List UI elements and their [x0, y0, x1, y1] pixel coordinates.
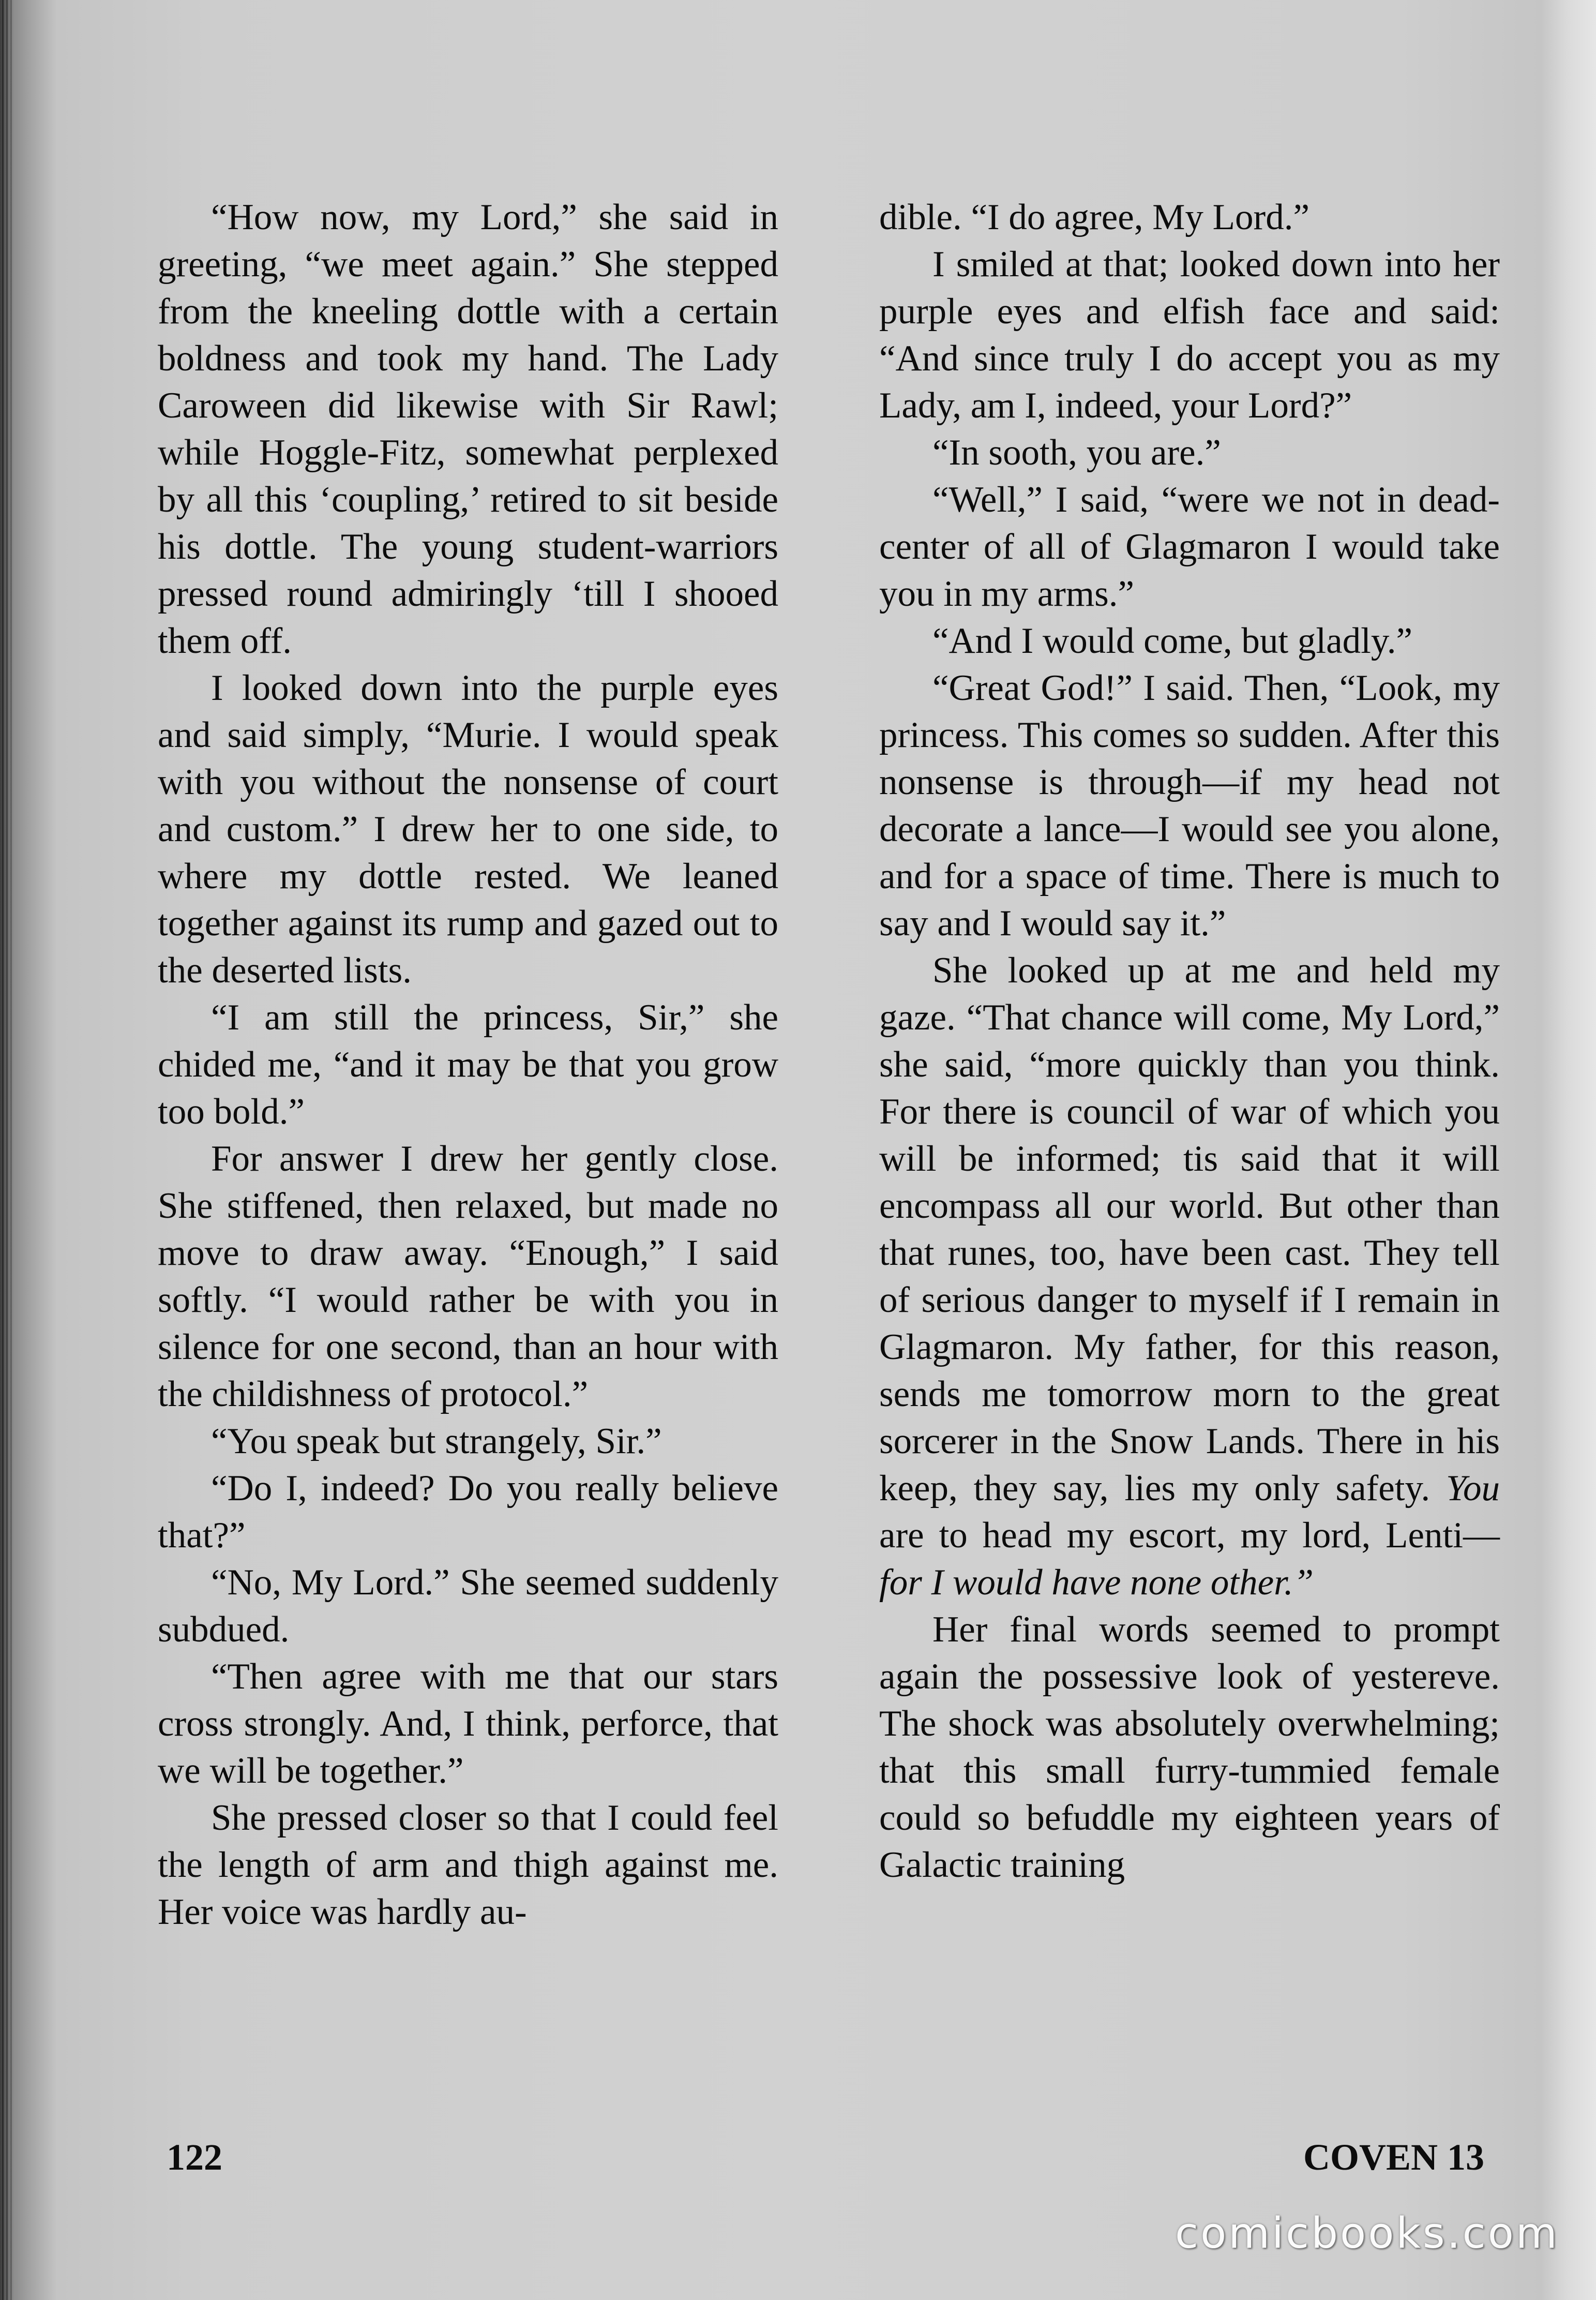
- emphasis-tail: for I would have none other.: [879, 1562, 1293, 1603]
- paragraph-body: She looked up at me and held my gaze. “That chance will come, My Lord,” she said, “more quickly than you think. For there is council of war of which you will be informed; tis said that it will encompass all our world. But other than that runes, too, have been cast. They tell of serious danger to myself if I remain in Glagmaron. My father, for this reason, sends me tomorrow morn to the great sorcerer in the Snow Lands. There in his keep, they say, lies my only safety.: [879, 950, 1500, 1509]
- binding-edge: [10, 0, 12, 2300]
- watermark: comicbooks.com: [1175, 2209, 1559, 2258]
- paragraph: “Great God!” I said. Then, “Look, my princess. This comes so sudden. After this nonsense is through—if my head not decorate a lance—I would see you alone, and for a space of time. There is much to say and I would say it.”: [879, 668, 1500, 944]
- paragraph: “Do I, indeed? Do you really believe that?”: [158, 1468, 778, 1556]
- paragraph: “You speak but strangely, Sir.”: [211, 1421, 662, 1461]
- binding-edge: [6, 0, 8, 2300]
- paragraph-continuation: dible. “I do agree, My Lord.”: [879, 197, 1309, 237]
- paragraph: For answer I drew her gently close. She stiffened, then relaxed, but made no move to draw away. “Enough,” I said softly. “I would rather be with you in silence for one second, than an hour with the childishness of protocol.”: [158, 1139, 778, 1414]
- paragraph: I looked down into the purple eyes and said simply, “Murie. I would speak with you without the nonsense of court and custom.” I drew her to one side, to where my dottle rested. We leaned together against its rump and gazed out to the deserted lists.: [158, 668, 778, 991]
- paragraph: “And I would come, but gladly.”: [932, 621, 1413, 661]
- closing-quote: ”: [1293, 1562, 1314, 1603]
- left-text-column: [158, 194, 778, 1936]
- paragraph: “How now, my Lord,” she said in greeting, “we meet again.” She stepped from the kneeling dottle with a certain boldness and took my hand. The Lady Caroween did likewise with Sir Rawl; while Hoggle-Fitz, somewhat perplexed by all this ‘coupling,’ retired to sit beside his dottle. The young student-warriors pressed round admiringly ‘till I shooed them off.: [158, 197, 778, 661]
- paragraph: “In sooth, you are.”: [932, 432, 1221, 473]
- paragraph: Her final words seemed to prompt again the possessive look of yestereve. The shock was absolutely overwhelming; that this small furry-tummied female could so befuddle my eighteen years of Galactic training: [879, 1609, 1500, 1885]
- page-number: 122: [167, 2137, 222, 2178]
- paragraph: [879, 947, 1500, 1606]
- running-title: COVEN 13: [1303, 2137, 1485, 2178]
- paragraph: I smiled at that; looked down into her purple eyes and elfish face and said: “And since truly I do accept you as my Lady, am I, indeed, your Lord?”: [879, 244, 1500, 426]
- paragraph: “No, My Lord.” She seemed suddenly subdued.: [158, 1562, 778, 1650]
- right-text-column: [879, 194, 1500, 1889]
- paragraph: “Well,” I said, “were we not in dead-center of all of Glagmaron I would take you in my arms.”: [879, 480, 1500, 614]
- emphasis-lead: You: [1446, 1468, 1500, 1509]
- paragraph: “I am still the princess, Sir,” she chided me, “and it may be that you grow too bold.”: [158, 997, 778, 1132]
- paragraph: She pressed closer so that I could feel the length of arm and thigh against me. Her voice was hardly au-: [158, 1798, 778, 1932]
- paragraph-body-cont: are to head my escort, my lord, Lenti—: [879, 1515, 1500, 1556]
- binding-edge: [2, 0, 4, 2300]
- paragraph: “Then agree with me that our stars cross strongly. And, I think, perforce, that we will be together.”: [158, 1656, 778, 1791]
